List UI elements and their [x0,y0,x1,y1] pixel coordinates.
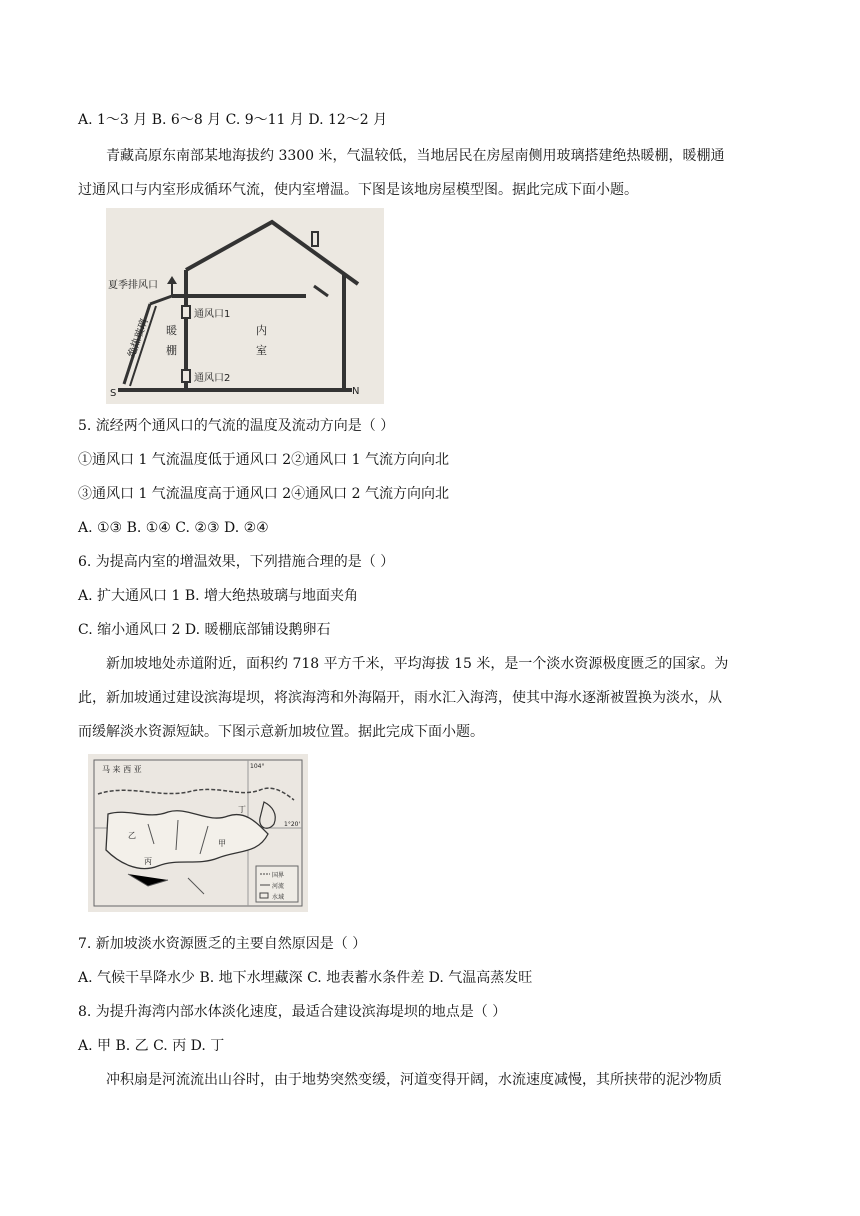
glass-label: 绝热玻璃 [126,317,151,360]
q5-stem: 5. 流经两个通风口的气流的温度及流动方向是（ ） [78,418,395,434]
map-longitude-label: 104° [250,763,265,770]
map-point-b: 丙 [144,857,152,866]
passage1-line2: 过通风口与内室形成循环气流，使内室增温。下图是该地房屋模型图。据此完成下面小题。 [78,182,638,198]
passage2-line2: 此，新加坡通过建设滨海堤坝，将滨海湾和外海隔开，雨水汇入海湾，使其中海水逐渐被置换为淡水，从 [78,690,722,706]
q5-option-row2: ③通风口 1 气流温度高于通风口 2④通风口 2 气流方向向北 [78,486,449,502]
singapore-map-figure [88,754,308,912]
legend-reservoir: 水域 [272,894,285,901]
map-point-c: 甲 [218,839,226,848]
q6-choices-row2: C. 缩小通风口 2 D. 暖棚底部铺设鹅卵石 [78,622,331,638]
q4-options: A. 1～3 月 B. 6～8 月 C. 9～11 月 D. 12～2 月 [78,112,388,128]
map-latitude-label: 1°20' [284,821,301,828]
greenhouse-label-2: 棚 [166,344,177,357]
q7-stem: 7. 新加坡淡水资源匮乏的主要自然原因是（ ） [78,936,367,952]
passage3-line1: 冲积扇是河流流出山谷时，由于地势突然变缓，河道变得开阔，水流速度减慢，其所挟带的泥沙物质 [106,1072,722,1088]
q8-choices: A. 甲 B. 乙 C. 丙 D. 丁 [78,1038,225,1054]
south-label: S [110,388,117,399]
summer-vent-label: 夏季排风口 [108,280,158,291]
q8-stem: 8. 为提升海湾内部水体淡化速度，最适合建设滨海堤坝的地点是（ ） [78,1004,507,1020]
map-point-d: 丁 [238,805,246,814]
house-model-figure [106,208,384,404]
map-point-a: 乙 [128,831,136,840]
passage2-line1: 新加坡地处赤道附近，面积约 718 平方千米，平均海拔 15 米，是一个淡水资源极度匮乏的国家。为 [106,656,729,672]
legend-border: 国界 [272,872,285,879]
north-label: N [352,386,360,397]
vent1-label: 通风口1 [194,309,231,320]
q5-option-row1: ①通风口 1 气流温度低于通风口 2②通风口 1 气流方向向北 [78,452,449,468]
inner-room-label-2: 室 [256,344,267,357]
inner-room-label-1: 内 [256,324,267,337]
q5-choices: A. ①③ B. ①④ C. ②③ D. ②④ [78,520,269,536]
q6-choices-row1: A. 扩大通风口 1 B. 增大绝热玻璃与地面夹角 [78,588,359,604]
q7-choices: A. 气候干旱降水少 B. 地下水埋藏深 C. 地表蓄水条件差 D. 气温高蒸发旺 [78,970,533,986]
legend-river: 河流 [272,883,285,890]
q6-stem: 6. 为提高内室的增温效果，下列措施合理的是（ ） [78,554,395,570]
map-country-label: 马 来 西 亚 [102,765,142,774]
passage1-line1: 青藏高原东南部某地海拔约 3300 米，气温较低，当地居民在房屋南侧用玻璃搭建绝热暖棚，暖棚通 [106,148,725,164]
passage2-line3: 而缓解淡水资源短缺。下图示意新加坡位置。据此完成下面小题。 [78,724,484,740]
vent2-label: 通风口2 [194,373,231,384]
greenhouse-label-1: 暖 [166,324,177,337]
